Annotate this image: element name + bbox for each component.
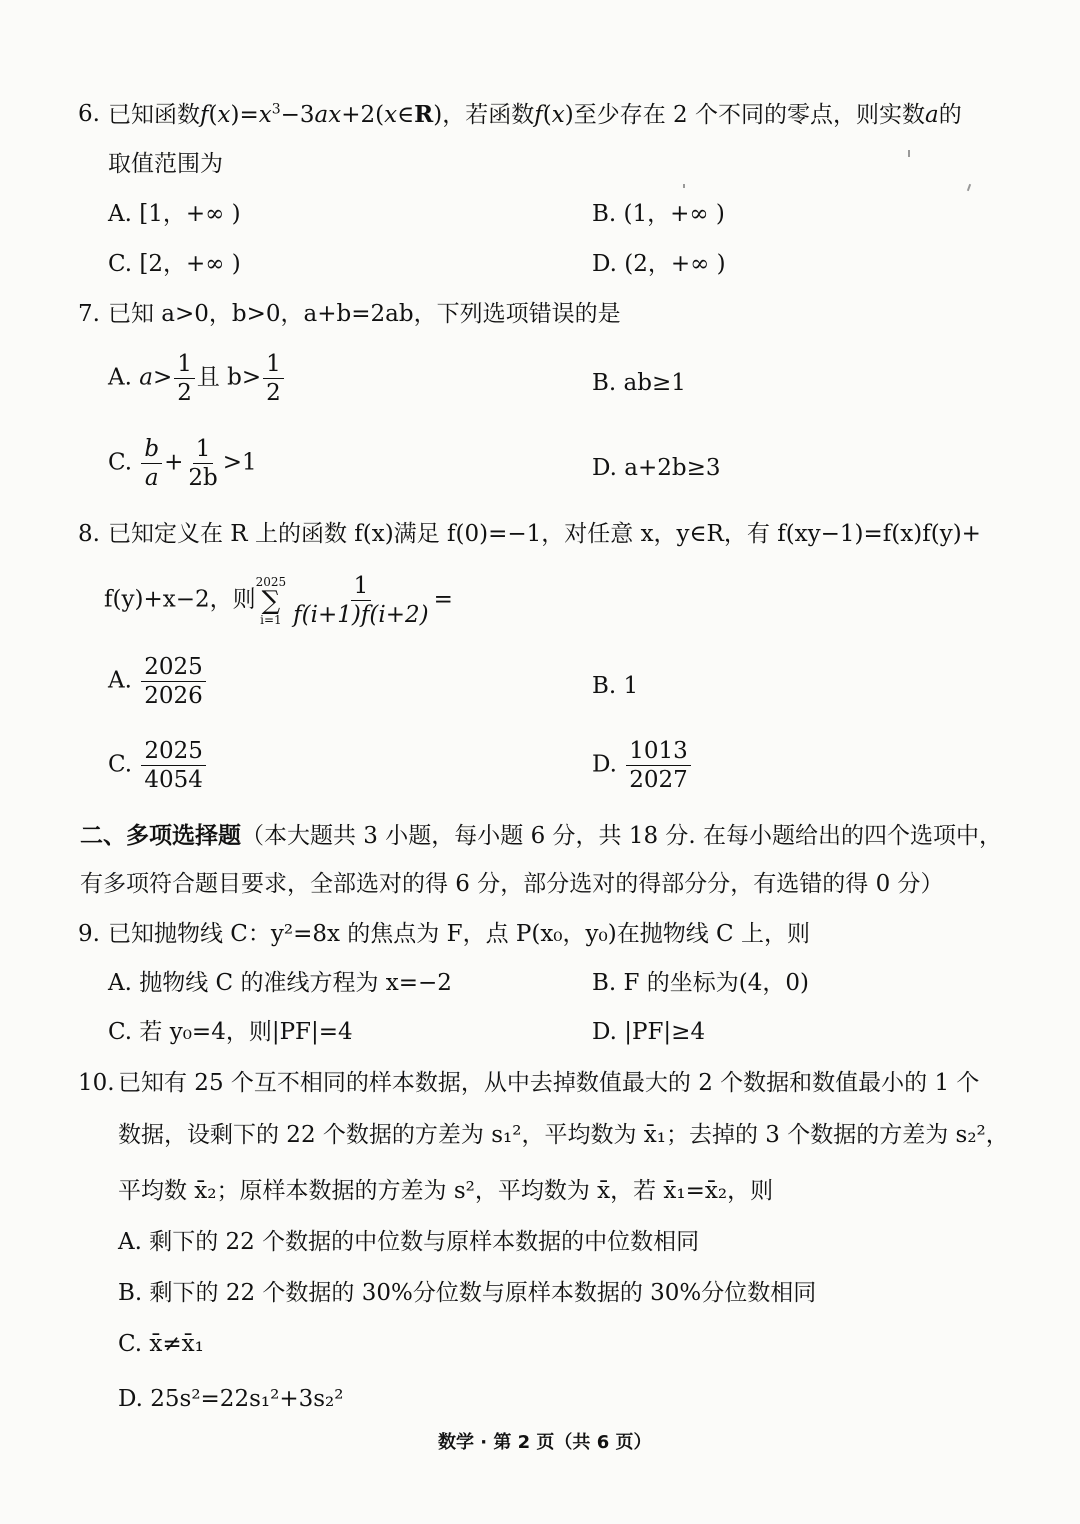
q9-option-d: D. |PF|≥4 [592,1019,706,1045]
q10-number: 10. [78,1070,115,1096]
q6-option-a: A. [1，+∞ ) [108,201,241,227]
section-2-title: 二、多项选择题 [80,822,241,849]
fraction: $\frac{1}{2}$ [174,352,195,405]
q9-stem: 已知抛物线 C：y²=8x 的焦点为 F，点 P(x₀，y₀)在抛物线 C 上，则 [108,921,810,947]
q10-option-d: D. 25s²=22s₁²+3s₂² [118,1386,344,1412]
fraction: $\frac{b}{a}$ [141,437,162,490]
q6-stem-line1: 已知函数$f(x)=x^3-3ax+2(x\in R)$，若函数f(x)至少存在 2 个不同的零点，则实数a的 [108,101,962,128]
q10-option-b: B. 剩下的 22 个数据的 30%分位数与原样本数据的 30%分位数相同 [118,1280,817,1306]
q7-option-a: A. a> $\frac{1}{2}$ 且 b> $\frac{1}{2}$ [108,352,286,405]
q8-option-a: A. $\frac{2025}{2026}$ [108,655,208,708]
scan-speck [908,150,910,157]
q8-number: 8. [78,521,100,547]
q8-stem-line2: f(y)+x−2，则 2025 ∑ i=1 $\frac{1}{f(i+1)f(i+2)}$ = [104,573,453,629]
q10-option-c: C. x̄≠x̄₁ [118,1331,204,1357]
q10-stem-line1: 已知有 25 个互不相同的样本数据，从中去掉数值最大的 2 个数据和数值最小的 1 个 [118,1070,980,1096]
section-2-desc: （本大题共 3 小题，每小题 6 分，共 18 分. 在每小题给出的四个选项中， [241,823,1003,849]
page-footer: 数学 · 第 2 页（共 6 页） [438,1432,652,1453]
q10-stem-line3: 平均数 x̄₂；原样本数据的方差为 s²，平均数为 x̄，若 x̄₁=x̄₂，则 [118,1178,774,1204]
q7-option-c: C. $\frac{b}{a}$ + $\frac{1}{2b}$ >1 [108,436,257,492]
section-2-desc-line2: 有多项符合题目要求，全部选对的得 6 分，部分选对的得部分分，有选错的得 0 分） [80,871,944,897]
q10-option-a: A. 剩下的 22 个数据的中位数与原样本数据的中位数相同 [118,1229,700,1255]
fraction: $\frac{2025}{4054}$ [141,739,206,792]
q6-number: 6. [78,101,100,127]
scan-speck [683,184,685,188]
q7-stem: 已知 a>0，b>0，a+b=2ab，下列选项错误的是 [108,301,621,327]
q9-option-c: C. 若 y₀=4，则|PF|=4 [108,1019,353,1045]
q8-option-c: C. $\frac{2025}{4054}$ [108,739,208,792]
fraction: $\frac{2025}{2026}$ [141,655,206,708]
scan-speck [967,184,971,191]
q8-stem-line1: 已知定义在 R 上的函数 f(x)满足 f(0)=−1，对任意 x，y∈R，有 f(xy−1)=f(x)f(y)+ [108,521,981,547]
q7-number: 7. [78,301,100,327]
q6-option-b: B. (1，+∞ ) [592,201,725,227]
q6-stem-line2: 取值范围为 [108,151,223,177]
q10-stem-line2: 数据，设剩下的 22 个数据的方差为 s₁²，平均数为 x̄₁；去掉的 3 个数据的方差为 s₂²， [118,1122,1009,1148]
q8-option-d: D. $\frac{1013}{2027}$ [592,739,693,792]
section-2-header [80,824,1002,848]
q9-number: 9. [78,921,100,947]
q6-option-d: D. (2，+∞ ) [592,251,726,277]
q8-option-b: B. 1 [592,673,639,699]
q7-option-d: D. a+2b≥3 [592,455,721,481]
q9-option-a: A. 抛物线 C 的准线方程为 x=−2 [108,970,452,996]
fraction: $\frac{1013}{2027}$ [626,739,691,792]
q9-option-b: B. F 的坐标为(4，0) [592,970,810,996]
fraction: $\frac{1}{2}$ [263,352,284,405]
q6-option-c: C. [2，+∞ ) [108,251,241,277]
fraction: $\frac{1}{f(i+1)f(i+2)}$ [293,573,429,629]
summation: 2025 ∑ i=1 [255,574,287,627]
fraction: $\frac{1}{2b}$ [188,436,218,492]
q7-option-b: B. ab≥1 [592,370,686,396]
